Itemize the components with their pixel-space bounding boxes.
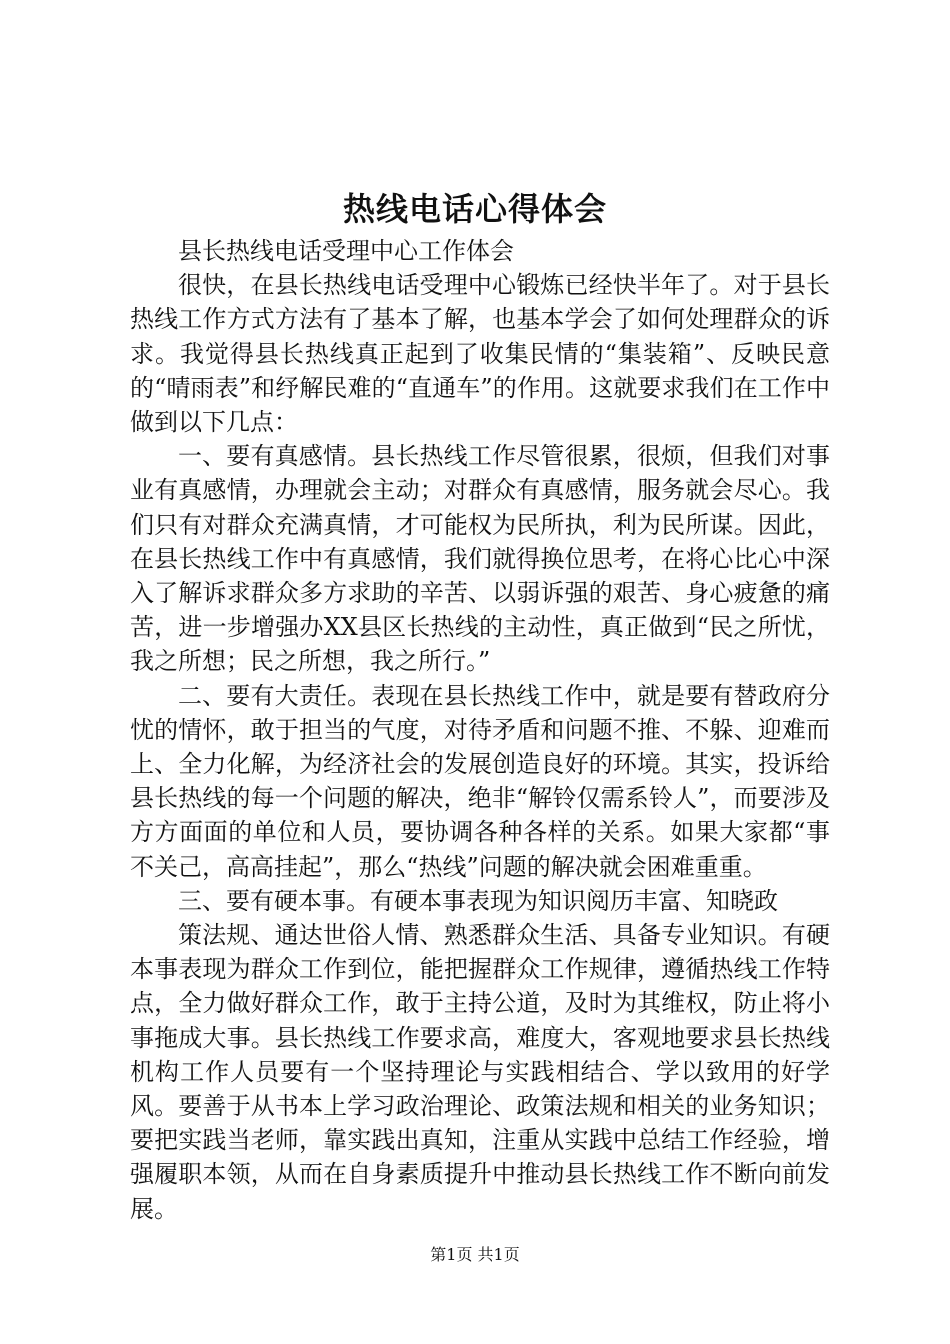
document-title: 热线电话心得体会 [342, 190, 607, 228]
paragraph-point-one: 一、要有真感情。县长热线工作尽管很累，很烦，但我们对事业有真感情，办理就会主动；对群众有真感情，服务就会尽心。我们只有对群众充满真情，才可能权为民所执，利为民所谋。因此，在县长热线工作中有真感情，我们就得换位思考，在将心比心中深入了解诉求群众多方求助的辛苦、以弱诉强的艰苦、身心疲惫的痛苦，进一步增强办XX县区长热线的主动性，真正做到“民之所忧，我之所想；民之所想，我之所行。” [130, 442, 830, 676]
paragraph-point-three: 三、要有硬本事。有硬本事表现为知识阅历丰富、知晓政 [178, 886, 778, 915]
paragraph-intro: 很快，在县长热线电话受理中心锻炼已经快半年了。对于县长热线工作方式方法有了基本了解，也基本学会了如何处理群众的诉求。我觉得县长热线真正起到了收集民情的“集装箱”、反映民意的“晴雨表”和纾解民难的“直通车”的作用。这就要求我们在工作中做到以下几点： [130, 271, 830, 437]
page-footer: 第1页 共1页 [430, 1245, 520, 1264]
paragraph-point-three-continued: 策法规、通达世俗人情、熟悉群众生活、具备专业知识。有硬本事表现为群众工作到位，能把握群众工作规律，遵循热线工作特点，全力做好群众工作，敢于主持公道，及时为其维权，防止将小事拖成大事。县长热线工作要求高，难度大，客观地要求县长热线机构工作人员要有一个坚持理论与实践相结合、学以致用的好学风。要善于从书本上学习政治理论、政策法规和相关的业务知识；要把实践当老师，靠实践出真知，注重从实践中总结工作经验，增强履职本领，从而在自身素质提升中推动县长热线工作不断向前发展。 [130, 921, 830, 1223]
paragraph-point-two: 二、要有大责任。表现在县长热线工作中，就是要有替政府分忧的情怀，敢于担当的气度，对待矛盾和问题不推、不躲、迎难而上、全力化解，为经济社会的发展创造良好的环境。其实，投诉给县长热线的每一个问题的解决，绝非“解铃仅需系铃人”，而要涉及方方面面的单位和人员，要协调各种各样的关系。如果大家都“事不关己，高高挂起”，那么“热线”问题的解决就会困难重重。 [130, 681, 830, 881]
document-body [130, 234, 830, 1226]
document-subtitle: 县长热线电话受理中心工作体会 [178, 237, 514, 265]
